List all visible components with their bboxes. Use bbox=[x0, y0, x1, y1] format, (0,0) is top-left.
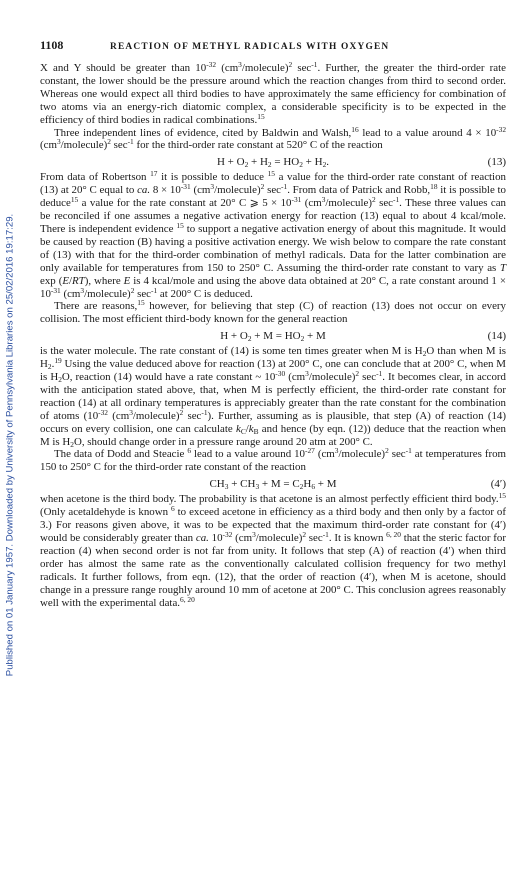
paragraph-3: From data of Robertson $^{17}$ it is possible to deduce $^{15}$ a value for the third-order rate constant of reaction (13) at 20° C equal to ca. $8 \times 10^{-31}$ $(cm^3/molecule)^2$ $\sec^{-1}$. From data of Patrick and Robb,$^{18}$ it is possible to deduce$^{15}$ a value for the rate constant at 20° C ⩾ $5 \times 10^{-31}$ $(cm^3/molecule)^2$ $\sec^{-1}$. These three values can be reconciled if one assumes a negative activation energy for reaction (13) equal to about 4 kcal/mole. There is independent evidence $^{15}$ to support a negative activation energy of about this magnitude. It would be caused by reaction (B) having a positive activation energy. We wish below to compare the rate constant of (13) with that for the third-order combination of methyl radicals. Data for the latter combination are only available for temperatures from 150 to 250° C. Assuming the third-order rate constant to vary as T exp (E/RT), where E is 4 kcal/mole and using the above data obtained at 20° C, a rate constant around $1 \times 10^{-31}$ $(cm^3/molecule)^2$ $\sec^{-1}$ at 200° C is deduced. bbox=[40, 169, 507, 300]
equation-4-prime-number: (4′) bbox=[490, 477, 506, 490]
paragraph-5: is the water molecule. The rate constant of (14) is some ten times greater when M is $H_2O$ than when M is $H_2.^{19}$ Using the value deduced above for reaction (13) at 200° C, one can conclude that at 200° C, when M is $H_2O$, reaction (14) would have a rate constant ~ $10^{-30}$ $(cm^3/molecule)^2$ $\sec^{-1}$. It becomes clear, in accord with the anticipation stated above, that, when M is perfectly efficient, the third-order rate constant for reaction (14) at all ordinary temperatures is appreciably greater than the rate constant for the combination of atoms ($10^{-32}$ $(cm^3/molecule)^2$ $\sec^{-1}$). Further, assuming as is plausible, that step (A) of reaction (14) occurs on every collision, one can calculate $k_C/k_B$ and hence (by eqn. (12)) deduce that the reaction when M is $H_2O$, should change order in a pressure range around 20 atm at 200° C. bbox=[40, 345, 506, 449]
paragraph-6: The data of Dodd and Steacie $^6$ lead to a value around $10^{-27}$ $(cm^3/molecule)^2$ $\sec^{-1}$ at temperatures from 150 to 250° C for the third-order rate constant of the reaction bbox=[40, 446, 506, 474]
page-number: 1108 bbox=[40, 38, 64, 52]
page-header bbox=[40, 38, 506, 56]
equation-4-prime-expression: $CH_3 + CH_3 + M = C_2H_6 + M$ bbox=[209, 477, 337, 491]
paragraph-1: X and Y should be greater than $10^{-32}$ $(cm^3/molecule)^2$ $\sec^{-1}$. Further, the greater the third-order rate constant, the lower should be the pressure around which the reaction changes from third to second order. Whereas one would expect all third bodies to have approximately the same efficiency for combination of two atoms via an energy-rich diatomic complex, a considerable specificity is to be expected in the efficiency of third bodies in radical combinations.$^{15}$ bbox=[40, 60, 506, 126]
paragraph-4: There are reasons,$^{15}$ however, for believing that step (C) of reaction (13) does not occur on every collision. The most efficient third-body known for the general reaction bbox=[40, 298, 507, 326]
paragraph-2: Three independent lines of evidence, cited by Baldwin and Walsh,$^{16}$ lead to a value around $4 \times 10^{-32}$ $(cm^3/molecule)^2$ $\sec^{-1}$ for the third-order rate constant at 520° C of the reaction bbox=[40, 124, 507, 152]
download-watermark bbox=[3, 45, 17, 845]
equation-14-expression: $H + O_2 + M = HO_2 + M$ bbox=[220, 329, 326, 343]
watermark-text: Published on 01 January 1957. Downloaded by University of Pennsylvania Libraries on 25/02/2016 19:17:29. bbox=[4, 213, 16, 677]
equation-13-expression: $H + O_2 + H_2 = HO_2 + H_2$. bbox=[216, 155, 330, 169]
equation-14-number: (14) bbox=[487, 329, 506, 342]
equation-13-number: (13) bbox=[487, 155, 506, 168]
paragraph-7: when acetone is the third body. The probability is that acetone is an almost perfectly efficient third body.$^{15}$ (Only acetaldehyde is known $^6$ to exceed acetone in efficiency as a third body and then only by a factor of 3.) For reasons given above, it was to be expected that the maximum third-order rate constant for (4′) would be considerably greater than ca. $10^{-32}$ $(cm^3/molecule)^2$ $\sec^{-1}$. It is known $^{6, 20}$ that the steric factor for reaction (4) when second order is not far from unity. It follows that step (A) of reaction (4′) when third order has almost the same rate as the conventionally calculated collision frequency for two methyl radicals. It further follows, from eqn. (12), that the order of reaction (4′), when M is acetone, should change in a pressure range roughly around 10 mm of acetone at 200° C. This conclusion agrees reasonably well with the experimental data.$^{6, 20}$ bbox=[40, 491, 506, 609]
running-title: REACTION OF METHYL RADICALS WITH OXYGEN bbox=[110, 42, 390, 52]
equation-4-prime bbox=[40, 474, 506, 493]
journal-page bbox=[40, 38, 506, 609]
equation-14 bbox=[40, 326, 506, 345]
